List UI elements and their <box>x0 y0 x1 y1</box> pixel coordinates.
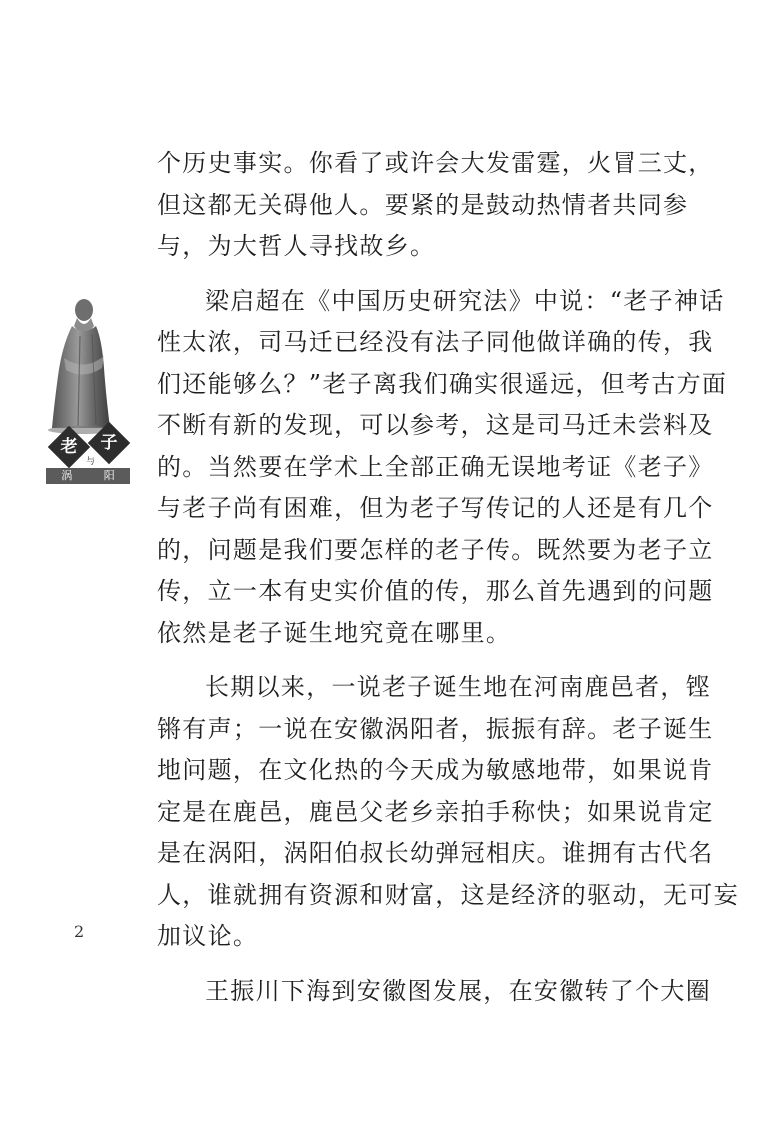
seal-left-char: 老 <box>60 437 78 457</box>
text-line: 长期以来，一说老子诞生地在河南鹿邑者，铿 <box>205 673 711 701</box>
text-line: 定是在鹿邑，鹿邑父老乡亲拍手称快；如果说肯定 <box>157 797 714 826</box>
paragraph-gap <box>157 958 667 971</box>
text-line: 依然是老子诞生地究竟在哪里。 <box>157 618 512 647</box>
text-line: 的。当然要在学术上全部正确无误地考证《老子》 <box>157 452 714 481</box>
page-number: 2 <box>74 922 85 941</box>
laozi-statue-image <box>44 296 130 436</box>
emblem-bar: 涡 阳 <box>46 468 130 484</box>
text-line: 性太浓，司马迁已经没有法子同他做详确的传，我 <box>157 328 714 356</box>
text-line: 梁启超在《中国历史研究法》中说：“老子神话 <box>205 286 725 315</box>
text-line: 与，为大哲人寻找故乡。 <box>157 232 436 260</box>
emblem-title <box>50 426 130 466</box>
text-line: 加议论。 <box>157 922 259 950</box>
text-line: 不断有新的发现，可以参考，这是司马迁未尝料及 <box>157 411 714 439</box>
text-line: 个历史事实。你看了或许会大发雷霆，火冒三丈， <box>157 149 714 177</box>
text-line: 是在涡阳，涡阳伯叔长幼弹冠相庆。谁拥有古代名 <box>157 839 714 867</box>
paragraph-gap <box>157 268 667 281</box>
text-line: 们还能够么？”老子离我们确实很遥远，但考古方面 <box>157 369 728 398</box>
text-line: 地问题，在文化热的今天成为敏感地带，如果说肯 <box>157 756 714 784</box>
seal-right-char: 子 <box>100 433 118 453</box>
emblem-middle-char: 与 <box>86 457 96 467</box>
paragraph-gap <box>157 654 667 667</box>
text-line: 传，立一本有史实价值的传，那么首先遇到的问题 <box>157 577 714 605</box>
text-line: 锵有声；一说在安徽涡阳者，振振有辞。老子诞生 <box>157 714 714 743</box>
text-line: 的，问题是我们要怎样的老子传。既然要为老子立 <box>157 535 714 564</box>
text-line: 王振川下海到安徽图发展，在安徽转了个大圈 <box>205 976 711 1005</box>
text-line: 与老子尚有困难，但为老子写传记的人还是有几个 <box>157 494 714 522</box>
text-line: 但这都无关碍他人。要紧的是鼓动热情者共同参 <box>157 190 689 219</box>
side-emblem <box>44 296 130 491</box>
text-line: 人，谁就拥有资源和财富，这是经济的驱动，无可妄 <box>157 880 739 909</box>
body-text <box>157 143 739 1012</box>
